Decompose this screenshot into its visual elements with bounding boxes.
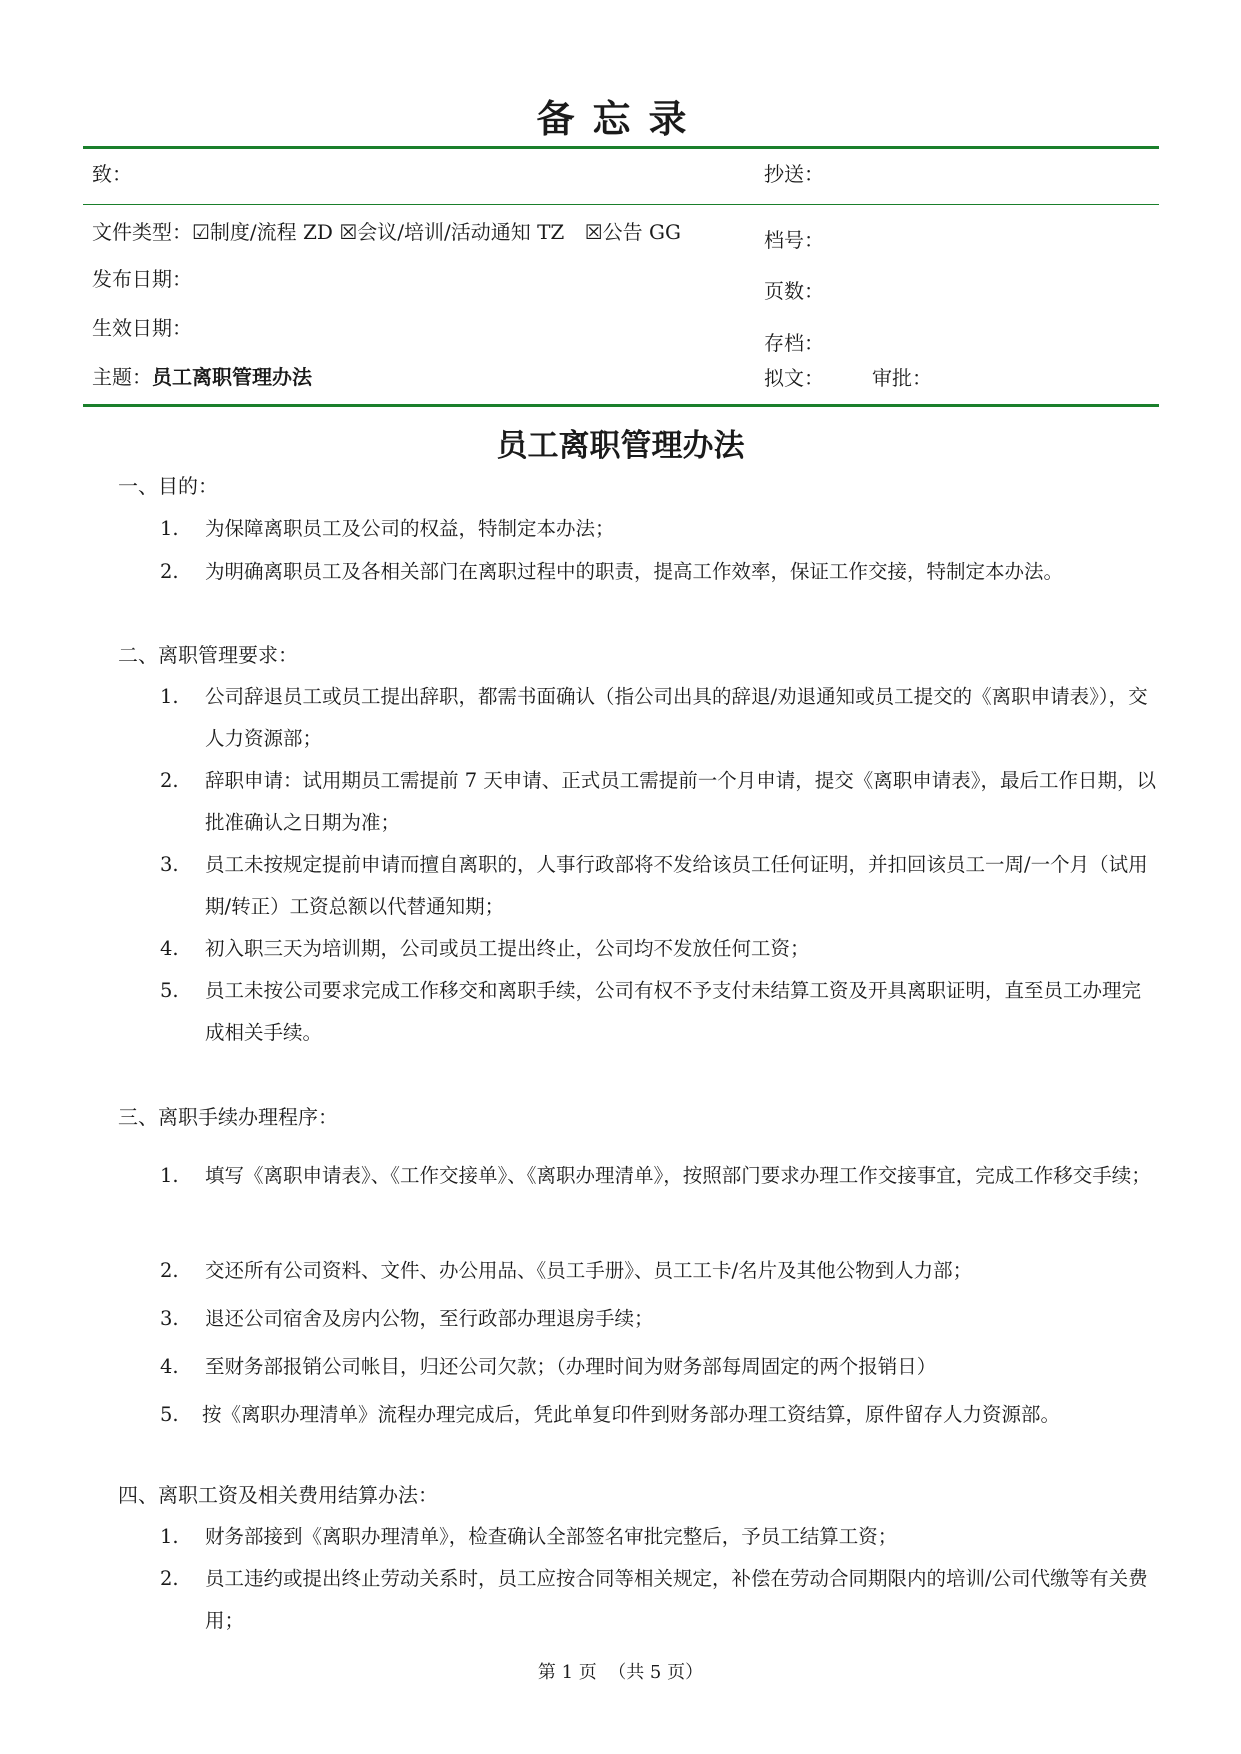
memo-title: 备忘录 <box>536 97 705 141</box>
item-text: 员工违约或提出终止劳动关系时，员工应按合同等相关规定，补偿在劳动合同期限内的培训/公司代缴等有关费用； <box>205 1567 1148 1632</box>
file-type-option-tz: ☒会议/培训/活动通知 TZ <box>339 220 565 244</box>
item-text: 交还所有公司资料、文件、办公用品、《员工手册》、员工工卡/名片及其他公物到人力部； <box>205 1259 973 1282</box>
subject-row <box>92 363 312 391</box>
item-text: 退还公司宿舍及房内公物，至行政部办理退房手续； <box>205 1307 654 1330</box>
item-text: 初入职三天为培训期，公司或员工提出终止，公司均不发放任何工资； <box>205 937 810 960</box>
list-item <box>160 551 1160 593</box>
item-number: 5. <box>160 1403 179 1426</box>
list-item <box>160 1558 1160 1642</box>
file-type-option-gg: ☒公告 GG <box>584 220 681 244</box>
header-divider <box>83 204 1159 205</box>
cc-label: 抄送： <box>764 162 824 186</box>
item-number: 1. <box>160 685 179 708</box>
list-item <box>160 508 1160 550</box>
item-number: 1. <box>160 1164 179 1187</box>
item-number: 2. <box>160 560 179 583</box>
item-number: 1. <box>160 1525 179 1548</box>
header-top-rule <box>83 146 1159 149</box>
item-number: 3. <box>160 853 179 876</box>
drafter-label: 拟文： <box>764 366 824 390</box>
item-number: 2. <box>160 1567 179 1590</box>
effective-date-label: 生效日期： <box>92 316 192 340</box>
file-no-label: 档号： <box>764 228 824 252</box>
list-item <box>160 1250 1160 1292</box>
list-item <box>160 1152 1160 1200</box>
list-item <box>160 970 1160 1054</box>
item-text: 员工未按公司要求完成工作移交和离职手续，公司有权不予支付未结算工资及开具离职证明，直至员工办理完成相关手续。 <box>205 979 1142 1044</box>
list-item <box>160 928 1160 970</box>
pages-label: 页数： <box>764 279 824 303</box>
list-item <box>160 676 1160 760</box>
subject-value: 员工离职管理办法 <box>152 365 312 389</box>
item-number: 3. <box>160 1307 179 1330</box>
item-text: 至财务部报销公司帐目，归还公司欠款；（办理时间为财务部每周固定的两个报销日） <box>205 1355 937 1378</box>
item-text: 填写《离职申请表》、《工作交接单》、《离职办理清单》，按照部门要求办理工作交接事宜，完成工作移交手续； <box>205 1164 1151 1187</box>
file-type-row <box>92 218 681 246</box>
list-item <box>160 760 1160 844</box>
item-text: 财务部接到《离职办理清单》，检查确认全部签名审批完整后，予员工结算工资； <box>205 1525 898 1548</box>
item-number: 2. <box>160 769 179 792</box>
item-text: 按《离职办理清单》流程办理完成后，凭此单复印件到财务部办理工资结算，原件留存人力资源部。 <box>202 1403 1061 1426</box>
item-text: 为保障离职员工及公司的权益，特制定本办法； <box>205 517 615 540</box>
page-footer: 第 1 页 （共 5 页） <box>537 1662 704 1683</box>
item-text: 为明确离职员工及各相关部门在离职过程中的职责，提高工作效率，保证工作交接，特制定本办法。 <box>205 560 1064 583</box>
file-type-option-zd: ☑制度/流程 ZD <box>192 220 333 244</box>
item-number: 2. <box>160 1259 179 1282</box>
archive-label: 存档： <box>764 331 824 355</box>
item-number: 4. <box>160 1355 179 1378</box>
section-heading: 四、离职工资及相关费用结算办法： <box>118 1483 438 1507</box>
subject-label: 主题： <box>92 365 152 389</box>
approver-label: 审批： <box>872 366 932 390</box>
item-number: 4. <box>160 937 179 960</box>
item-number: 5. <box>160 979 179 1002</box>
document-title: 员工离职管理办法 <box>496 428 745 464</box>
item-text: 公司辞退员工或员工提出辞职，都需书面确认（指公司出具的辞退/劝退通知或员工提交的《离职申请表》），交人力资源部； <box>205 685 1148 750</box>
item-text: 辞职申请：试用期员工需提前 7 天申请、正式员工需提前一个月申请，提交《离职申请表》，最后工作日期，以批准确认之日期为准； <box>205 769 1157 834</box>
publish-date-label: 发布日期： <box>92 267 192 291</box>
section-heading: 三、离职手续办理程序： <box>118 1105 338 1129</box>
list-item <box>160 1298 1160 1340</box>
list-item <box>160 844 1160 928</box>
header-bottom-rule <box>83 404 1159 407</box>
item-number: 1. <box>160 517 179 540</box>
list-item <box>160 1394 1160 1436</box>
section-heading: 二、离职管理要求： <box>118 643 298 667</box>
section-heading: 一、目的： <box>118 474 218 498</box>
item-text: 员工未按规定提前申请而擅自离职的，人事行政部将不发给该员工任何证明，并扣回该员工一周/一个月（试用期/转正）工资总额以代替通知期； <box>205 853 1148 918</box>
file-type-label: 文件类型： <box>92 220 192 244</box>
to-label: 致： <box>92 162 132 186</box>
list-item <box>160 1516 1160 1558</box>
list-item <box>160 1346 1160 1388</box>
